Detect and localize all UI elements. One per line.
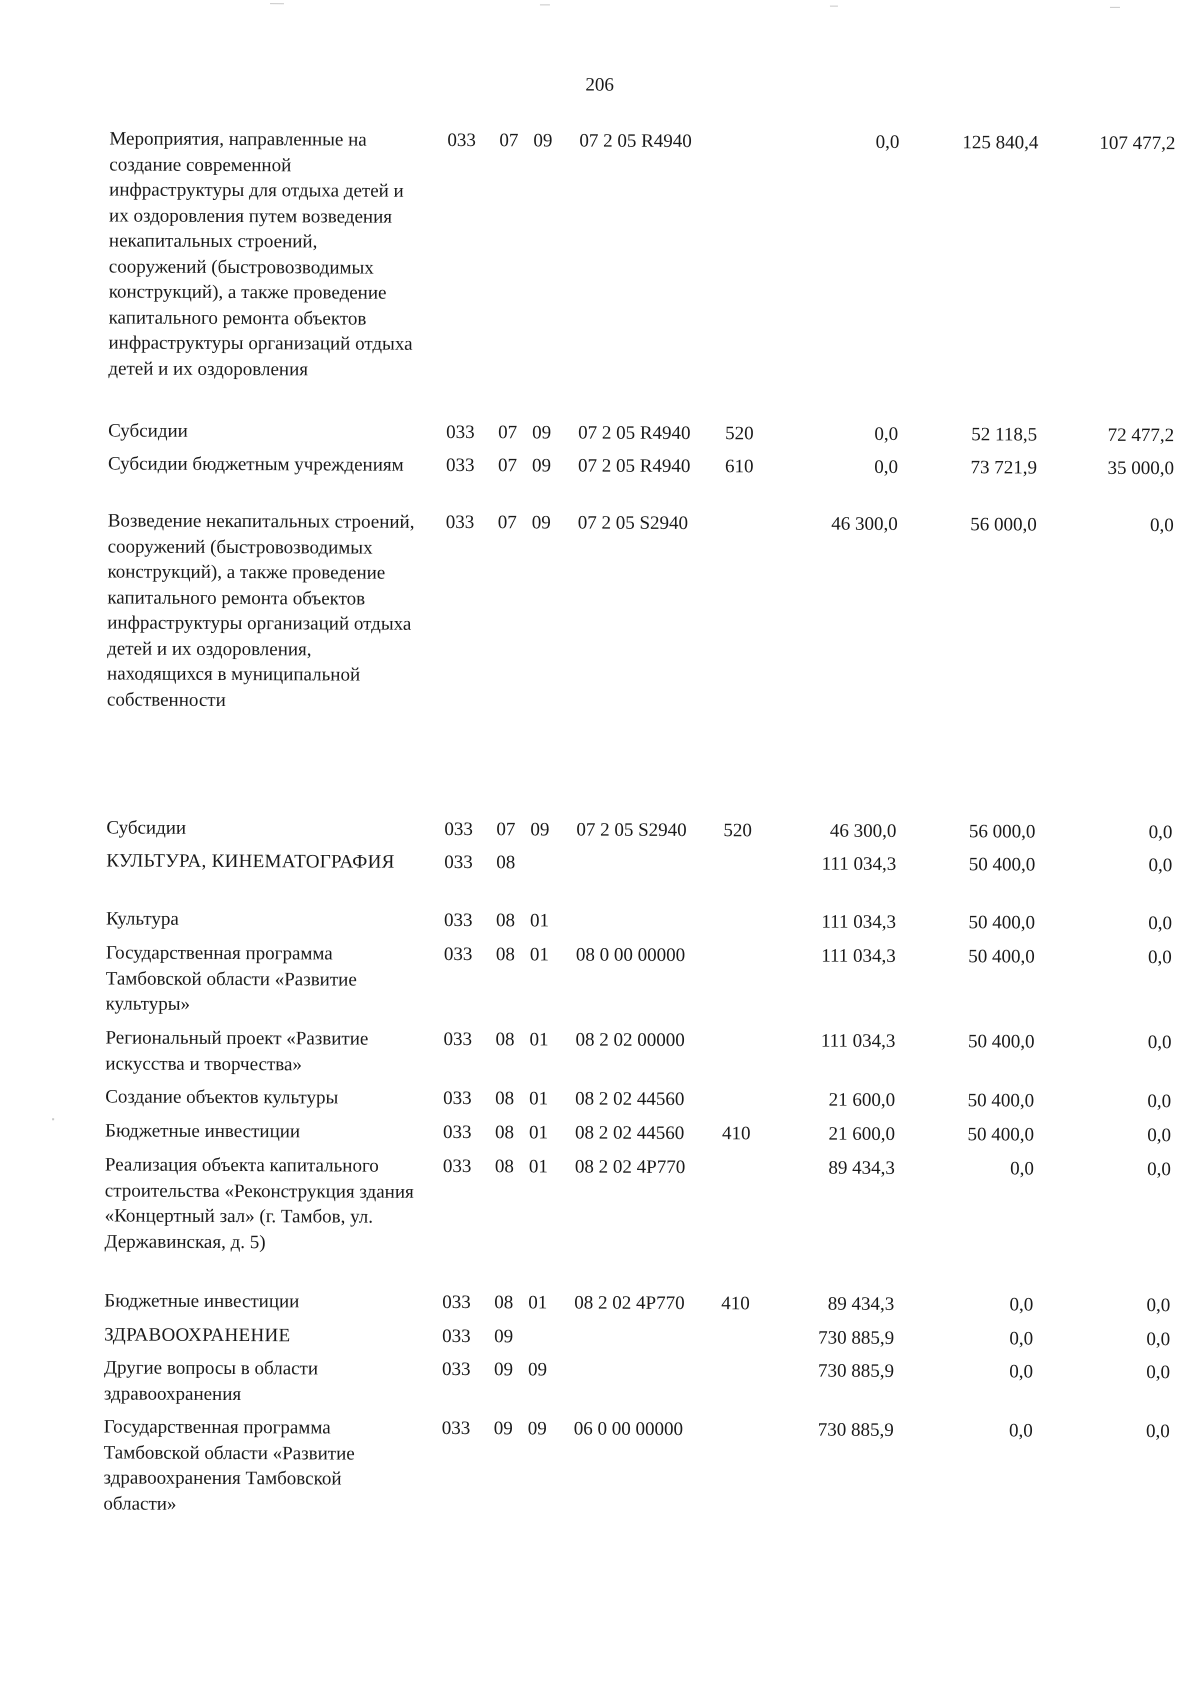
- amount-year-3: 0,0: [1145, 1421, 1170, 1443]
- amount-year-2: 52 118,5: [971, 424, 1038, 446]
- amount-year-3: 0,0: [1146, 1295, 1171, 1317]
- grbs-code: 033: [443, 909, 473, 932]
- item-name: Реализация объекта капитального строительства «Реконструкция здания «Концертный зал» (г. Тамбов, ул. Державинская, д. 5): [104, 1154, 414, 1253]
- amount-year-1: 111 034,3: [821, 945, 896, 967]
- table-row: [0, 815, 1196, 844]
- section-code: 07: [499, 130, 519, 152]
- amount-year-2: 0,0: [1009, 1361, 1034, 1383]
- amount-year-2: 0,0: [1009, 1294, 1034, 1316]
- amount-year-1: 0,0: [875, 131, 900, 153]
- amount-year-3: 0,0: [1146, 1362, 1171, 1384]
- item-name: Субсидии: [108, 420, 188, 442]
- grbs-code: 033: [445, 454, 475, 477]
- section-code: 08: [495, 1122, 515, 1144]
- grbs-code: 033: [444, 818, 473, 841]
- section-code: 08: [494, 1292, 514, 1314]
- table-row: [0, 906, 1196, 935]
- table-row: [0, 418, 1198, 447]
- table-row: [0, 1414, 1194, 1515]
- table-row: [0, 940, 1196, 1015]
- target-article-code: 07 2 05 R4940: [578, 422, 691, 445]
- amount-year-1: 21 600,0: [828, 1123, 896, 1145]
- target-article-code: 08 2 02 00000: [575, 1029, 685, 1051]
- amount-year-3: 0,0: [1147, 1125, 1172, 1147]
- amount-year-2: 125 840,4: [962, 132, 1039, 154]
- table-row: [0, 1084, 1195, 1113]
- amount-year-2: 73 721,9: [970, 457, 1038, 479]
- amount-year-2: 0,0: [1009, 1328, 1034, 1350]
- section-code: 09: [494, 1326, 514, 1348]
- grbs-code: 033: [443, 1121, 472, 1144]
- table-row: [0, 1025, 1196, 1075]
- target-article-code: 06 0 00 00000: [573, 1418, 684, 1440]
- expense-type-code: 410: [721, 1293, 750, 1315]
- target-article-code: 07 2 05 R4940: [579, 130, 692, 153]
- grbs-code: 033: [445, 511, 475, 534]
- amount-year-1: 111 034,3: [820, 1030, 896, 1052]
- subsection-code: 01: [529, 1122, 549, 1144]
- item-name: Государственная программа Тамбовской области «Развитие здравоохранения Тамбовской области»: [103, 1416, 355, 1515]
- item-name: ЗДРАВООХРАНЕНИЕ: [104, 1324, 291, 1347]
- section-code: 08: [495, 1088, 515, 1110]
- expense-type-code: 410: [722, 1123, 751, 1145]
- table-row: [0, 1322, 1194, 1351]
- item-name: Региональный проект «Развитие искусства и творчества»: [105, 1027, 369, 1075]
- amount-year-2: 50 400,0: [968, 912, 1036, 934]
- grbs-code: 033: [443, 943, 473, 966]
- grbs-code: 033: [443, 1028, 473, 1051]
- table-row: [0, 1288, 1194, 1317]
- amount-year-3: 0,0: [1148, 913, 1173, 935]
- amount-year-1: 0,0: [874, 423, 899, 445]
- amount-year-3: 0,0: [1147, 1159, 1171, 1181]
- section-code: 07: [497, 512, 517, 534]
- expense-type-code: 610: [724, 456, 754, 478]
- grbs-code: 033: [447, 129, 476, 152]
- table-row: [0, 126, 1199, 380]
- amount-year-2: 56 000,0: [968, 821, 1036, 843]
- amount-year-2: 50 400,0: [968, 854, 1036, 876]
- item-name: Возведение некапитальных строений, сооружений (быстровозводимых конструкций), а также проведение капитального ремонта объектов инфраструктуры организаций отдыха детей и их оздоровления, находящихся в муниципальной собственности: [106, 510, 415, 711]
- section-code: 09: [493, 1418, 513, 1440]
- section-code: 08: [494, 1156, 514, 1178]
- amount-year-3: 0,0: [1147, 1091, 1172, 1113]
- section-code: 09: [493, 1359, 514, 1381]
- subsection-code: 01: [529, 910, 550, 932]
- target-article-code: 07 2 05 R4940: [577, 455, 691, 478]
- expense-type-code: 520: [723, 820, 752, 842]
- amount-year-2: 0,0: [1010, 1158, 1034, 1180]
- section-code: 08: [496, 852, 516, 874]
- subsection-code: 01: [529, 944, 549, 966]
- table-row: [0, 1355, 1194, 1405]
- amount-year-3: 0,0: [1149, 515, 1174, 537]
- amount-year-3: 0,0: [1148, 947, 1172, 969]
- grbs-code: 033: [442, 1155, 472, 1178]
- subsection-code: 01: [528, 1156, 548, 1178]
- grbs-code: 033: [444, 851, 473, 874]
- amount-year-3: 72 477,2: [1107, 424, 1175, 447]
- amount-year-1: 46 300,0: [831, 513, 898, 535]
- grbs-code: 033: [441, 1358, 471, 1381]
- item-name: Другие вопросы в области здравоохранения: [103, 1357, 319, 1405]
- page-number: 206: [585, 74, 614, 96]
- amount-year-2: 50 400,0: [967, 1090, 1035, 1112]
- amount-year-3: 107 477,2: [1099, 132, 1176, 155]
- scan-speck: [830, 6, 838, 7]
- subsection-code: 09: [531, 512, 551, 534]
- target-article-code: 08 2 02 44560: [575, 1122, 685, 1144]
- amount-year-2: 50 400,0: [968, 946, 1035, 968]
- scan-speck: [270, 3, 284, 4]
- item-name: Создание объектов культуры: [105, 1086, 339, 1109]
- item-name: Мероприятия, направленные на создание современной инфраструктуры для отдыха детей и их оздоровления путем возведения некапитальных строений, сооружений (быстровозводимых конструкций), а также проведение капитального ремонта объектов инфраструктуры организаций отдыха детей и их оздоровления: [108, 128, 413, 380]
- grbs-code: 033: [442, 1325, 471, 1348]
- subsection-code: 09: [527, 1359, 548, 1381]
- item-name: Культура: [105, 908, 179, 930]
- section-code: 07: [497, 455, 518, 477]
- subsection-code: 01: [529, 1029, 549, 1051]
- amount-year-1: 730 885,9: [817, 1360, 895, 1382]
- amount-year-1: 46 300,0: [829, 820, 897, 842]
- table-row: [0, 1152, 1195, 1253]
- grbs-code: 033: [446, 421, 475, 444]
- expense-type-code: 520: [725, 423, 754, 445]
- amount-year-1: 730 885,9: [817, 1419, 894, 1441]
- scan-speck: [52, 1118, 54, 1120]
- subsection-code: 01: [529, 1088, 549, 1110]
- section-code: 08: [495, 944, 515, 966]
- amount-year-3: 0,0: [1148, 822, 1173, 844]
- item-name: КУЛЬТУРА, КИНЕМАТОГРАФИЯ: [106, 850, 395, 873]
- table-row: [0, 451, 1198, 480]
- amount-year-2: 50 400,0: [967, 1124, 1035, 1146]
- target-article-code: 08 2 02 44560: [575, 1088, 685, 1110]
- section-code: 07: [496, 819, 516, 841]
- target-article-code: 07 2 05 S2940: [577, 512, 689, 535]
- item-name: Бюджетные инвестиции: [105, 1120, 301, 1143]
- amount-year-3: 0,0: [1147, 1032, 1172, 1054]
- subsection-code: 09: [533, 130, 553, 152]
- table-row: [0, 1118, 1195, 1147]
- amount-year-1: 111 034,3: [821, 853, 897, 875]
- subsection-code: 09: [530, 819, 550, 841]
- target-article-code: 08 0 00 00000: [575, 944, 686, 966]
- amount-year-3: 35 000,0: [1107, 457, 1175, 480]
- amount-year-1: 111 034,3: [821, 911, 897, 933]
- item-name: Бюджетные инвестиции: [104, 1290, 300, 1313]
- amount-year-2: 0,0: [1008, 1420, 1033, 1442]
- amount-year-1: 21 600,0: [828, 1089, 896, 1111]
- amount-year-3: 0,0: [1148, 855, 1173, 877]
- amount-year-1: 730 885,9: [818, 1327, 895, 1349]
- section-code: 08: [495, 910, 516, 932]
- section-code: 07: [498, 422, 518, 444]
- table-row: [0, 508, 1198, 711]
- subsection-code: 09: [527, 1418, 547, 1440]
- item-name: Субсидии: [106, 817, 187, 839]
- section-code: 08: [495, 1029, 515, 1051]
- scan-speck: [540, 4, 550, 5]
- subsection-code: 09: [532, 422, 552, 444]
- amount-year-1: 0,0: [874, 456, 899, 478]
- target-article-code: 08 2 02 4P770: [574, 1292, 685, 1314]
- amount-year-2: 56 000,0: [970, 514, 1037, 536]
- amount-year-2: 50 400,0: [967, 1031, 1035, 1053]
- table-row: [0, 848, 1196, 877]
- subsection-code: 01: [528, 1292, 548, 1314]
- grbs-code: 033: [442, 1291, 471, 1314]
- amount-year-3: 0,0: [1146, 1329, 1171, 1351]
- grbs-code: 033: [441, 1417, 471, 1440]
- target-article-code: 07 2 05 S2940: [576, 819, 687, 842]
- subsection-code: 09: [531, 455, 552, 477]
- amount-year-1: 89 434,3: [828, 1157, 895, 1179]
- item-name: Государственная программа Тамбовской области «Развитие культуры»: [105, 942, 357, 1015]
- amount-year-1: 89 434,3: [827, 1293, 895, 1315]
- grbs-code: 033: [443, 1087, 472, 1110]
- scan-speck: [1110, 7, 1120, 8]
- item-name: Субсидии бюджетным учреждениям: [107, 453, 404, 476]
- target-article-code: 08 2 02 4P770: [574, 1156, 686, 1179]
